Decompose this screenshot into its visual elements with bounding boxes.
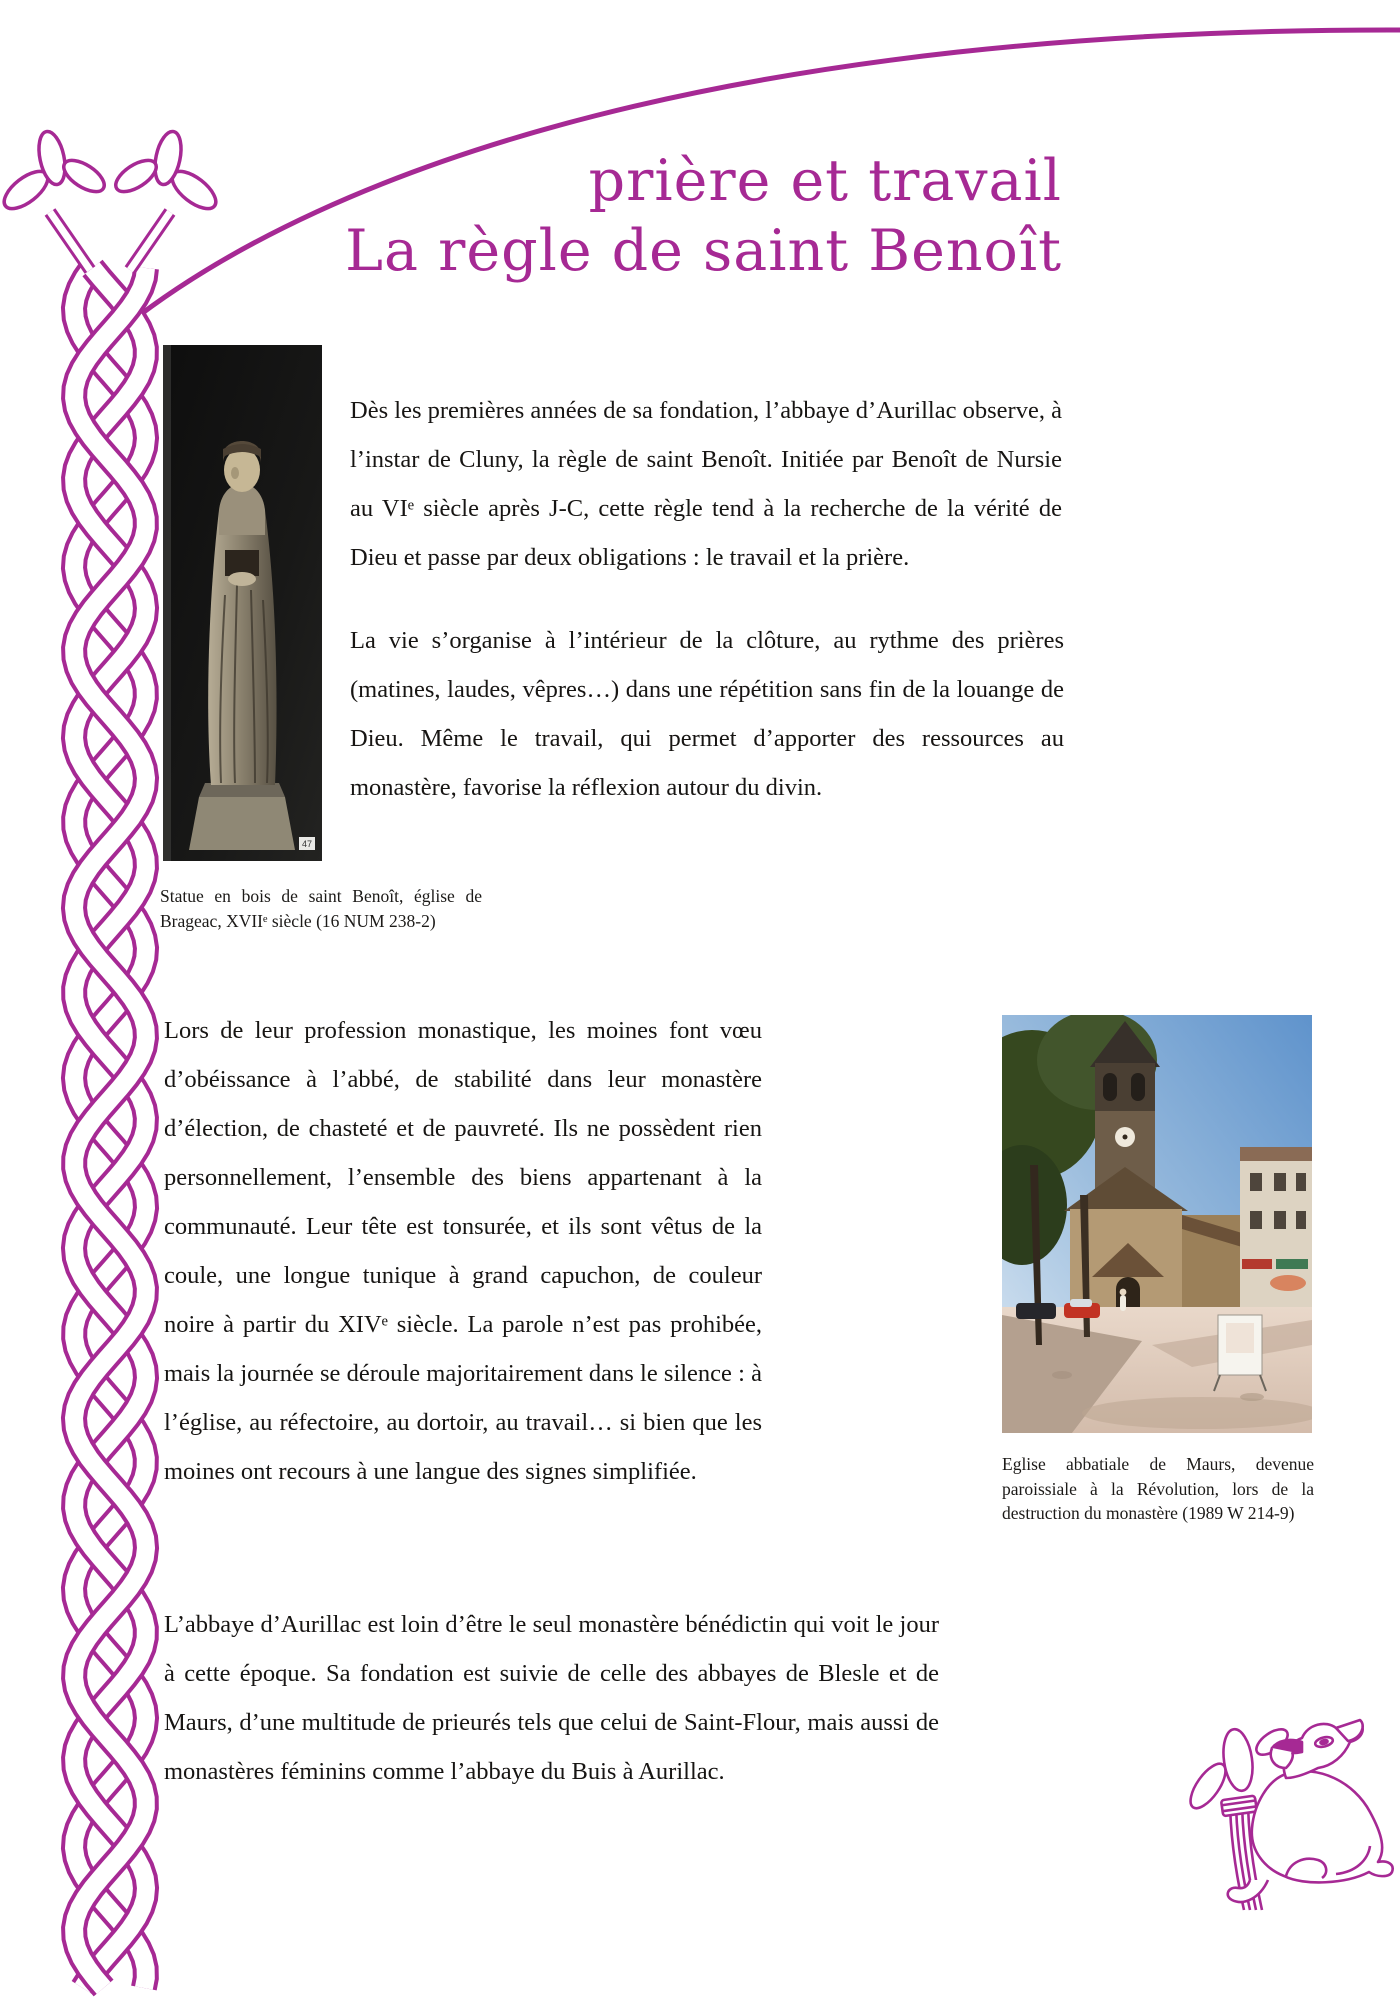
statue-photo [163, 345, 322, 861]
statue-illustration [163, 345, 322, 861]
paragraph-profession-monastique: Lors de leur profession monastique, les moines font vœu d’obéissance à l’abbé, de stabilité dans leur monastère d’élection, de chasteté et de pauvreté. Ils ne possèdent rien personnellement, l’ensemble des biens appartenant à la communauté. Leur tête est tonsurée, et ils sont vêtus de la coule, une longue tunique à grand capuchon, de couleur noire à partir du XIVᵉ siècle. La parole n’est pas prohibée, mais la journée se déroule majoritairement dans le silence : à l’église, au réfectoire, au dortoir, au travail… si bien que les moines ont recours à une langue des signes simplifiée. [164, 1017, 762, 1485]
title-line-2: La règle de saint Benoît [345, 218, 1062, 284]
title-line-1: prière et travail [588, 148, 1062, 214]
statue-caption: Statue en bois de saint Benoît, église de Brageac, XVIIᵉ siècle (16 NUM 238-2) [160, 886, 482, 931]
photo-corner-label [299, 837, 315, 850]
church-caption: Eglise abbatiale de Maurs, devenue paroissiale à la Révolution, lors de la destruction du monastère (1989 W 214-9) [1002, 1454, 1314, 1523]
page-title [250, 146, 1062, 286]
church-illustration [1002, 1015, 1312, 1433]
svg-text:47: 47 [301, 839, 313, 849]
fleur-de-lis-ornament [0, 129, 220, 270]
lamb-ornament [1186, 1712, 1400, 1917]
braid-strands [74, 268, 146, 1988]
paragraph-fondation: Dès les premières années de sa fondation, l’abbaye d’Aurillac observe, à l’instar de Cluny, la règle de saint Benoît. Initiée par Benoît de Nursie au VIᵉ siècle après J-C, cette règle tend à la recherche de la vérité de Dieu et passe par deux obligations : le travail et la prière. [350, 397, 1062, 571]
paragraph-vie-cloture: La vie s’organise à l’intérieur de la clôture, au rythme des prières (matines, laudes, vêpres…) dans une répétition sans fin de la louange de Dieu. Même le travail, qui permet d’apporter des ressources au monastère, favorise la réflexion autour du divin. [350, 627, 1064, 801]
church-photo [1002, 1015, 1312, 1433]
paragraph-autres-monasteres: L’abbaye d’Aurillac est loin d’être le seul monastère bénédictin qui voit le jour à cette époque. Sa fondation est suivie de celle des abbayes de Blesle et de Maurs, d’une multitude de prieurés tels que celui de Saint-Flour, mais aussi de monastères féminins comme l’abbaye du Buis à Aurillac. [164, 1611, 939, 1785]
